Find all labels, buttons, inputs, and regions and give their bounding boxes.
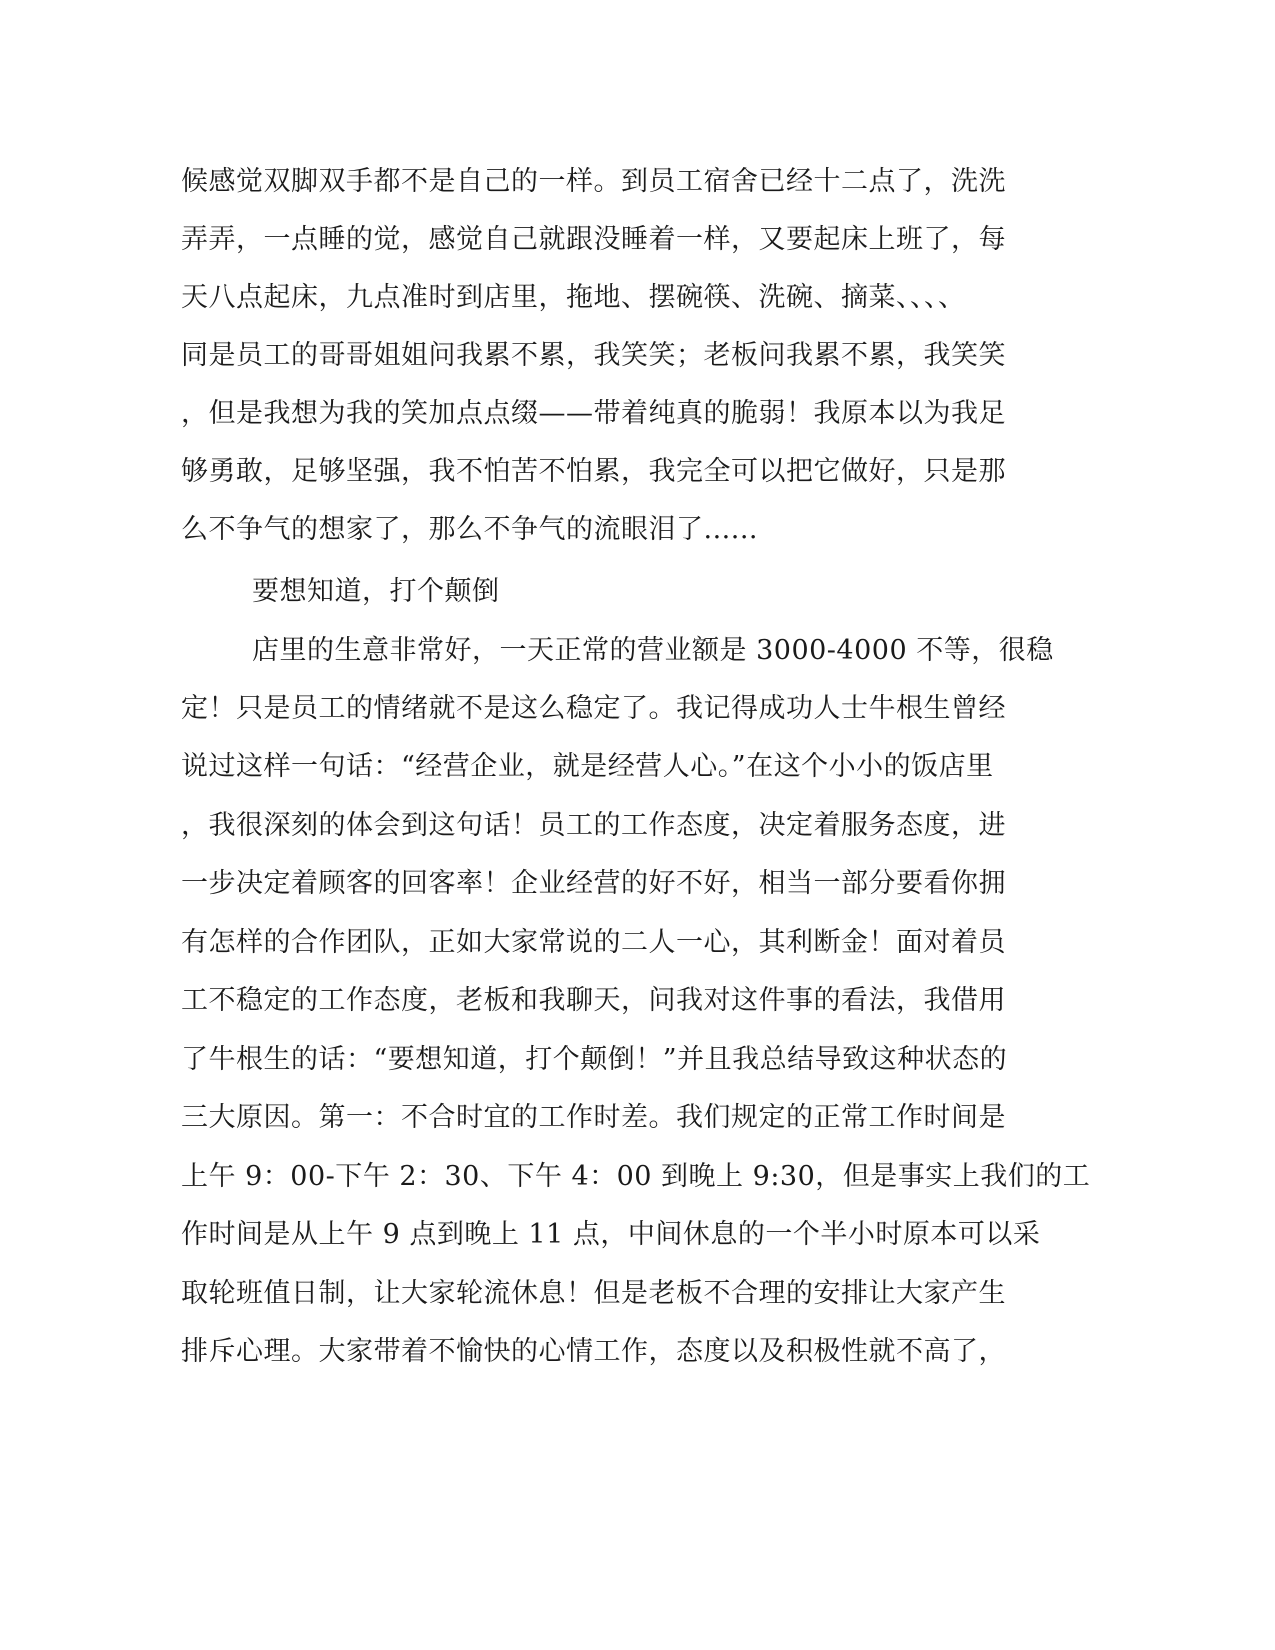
text-line: ，但是我想为我的笑加点点缀——带着纯真的脆弱！我原本以为我足	[181, 398, 1006, 429]
text-line: 工不稳定的工作态度，老板和我聊天，问我对这件事的看法，我借用	[181, 985, 1006, 1016]
text-line: 么不争气的想家了，那么不争气的流眼泪了......	[181, 514, 758, 545]
text-line: 定！只是员工的情绪就不是这么稳定了。我记得成功人士牛根生曾经	[181, 693, 1006, 724]
text-line: 说过这样一句话：“经营企业，就是经营人心。”在这个小小的饭店里	[181, 751, 994, 782]
text-line: 作时间是从上午 9 点到晚上 11 点，中间休息的一个半小时原本可以采	[181, 1219, 1041, 1250]
text-line: 一步决定着顾客的回客率！企业经营的好不好，相当一部分要看你拥	[181, 868, 1006, 899]
text-line: ，我很深刻的体会到这句话！员工的工作态度，决定着服务态度，进	[181, 810, 1006, 841]
text-line: 候感觉双脚双手都不是自己的一样。到员工宿舍已经十二点了，洗洗	[181, 166, 1006, 197]
paragraph-first-line: 店里的生意非常好，一天正常的营业额是 3000-4000 不等，很稳	[252, 635, 1054, 666]
section-heading: 要想知道，打个颠倒	[252, 576, 500, 607]
text-line: 取轮班值日制，让大家轮流休息！但是老板不合理的安排让大家产生	[181, 1278, 1006, 1309]
text-line: 天八点起床，九点准时到店里，拖地、摆碗筷、洗碗、摘菜、、、、	[181, 282, 966, 313]
text-line: 够勇敢，足够坚强，我不怕苦不怕累，我完全可以把它做好，只是那	[181, 456, 1006, 487]
text-line: 了牛根生的话：“要想知道，打个颠倒！”并且我总结导致这种状态的	[181, 1044, 1008, 1075]
text-line: 排斥心理。大家带着不愉快的心情工作，态度以及积极性就不高了，	[181, 1336, 1006, 1367]
text-line: 上午 9：00-下午 2：30、下午 4：00 到晚上 9:30，但是事实上我们的工	[181, 1161, 1091, 1192]
text-line: 三大原因。第一：不合时宜的工作时差。我们规定的正常工作时间是	[181, 1102, 1006, 1133]
text-line: 有怎样的合作团队，正如大家常说的二人一心，其利断金！面对着员	[181, 927, 1006, 958]
text-line: 同是员工的哥哥姐姐问我累不累，我笑笑；老板问我累不累，我笑笑	[181, 340, 1006, 371]
text-line: 弄弄，一点睡的觉，感觉自己就跟没睡着一样，又要起床上班了，每	[181, 224, 1006, 255]
